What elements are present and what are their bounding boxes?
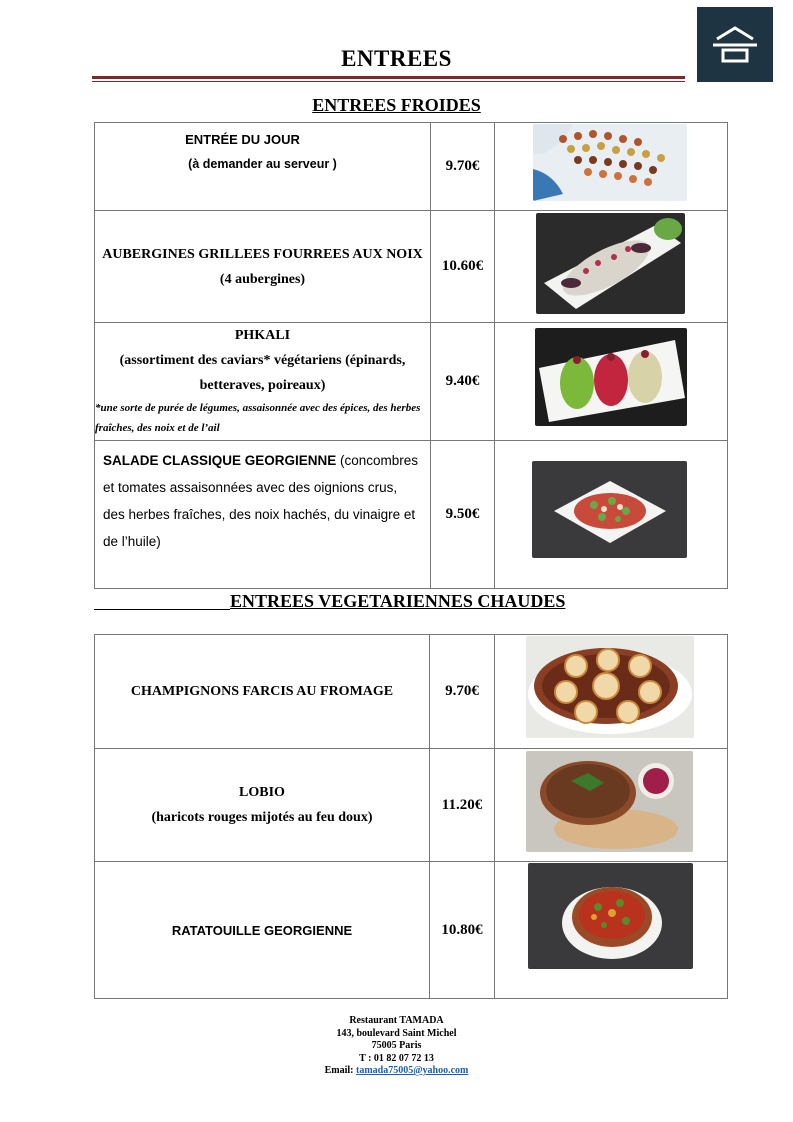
page-title: ENTREES bbox=[341, 46, 452, 71]
ratatouille-photo bbox=[528, 863, 693, 969]
salad-photo bbox=[532, 461, 687, 558]
item-photo-cell bbox=[495, 862, 728, 999]
item-name: AUBERGINES GRILLEES FOURREES AUX NOIX bbox=[102, 246, 423, 262]
menu-item-desc bbox=[95, 323, 431, 441]
menu-item-desc bbox=[95, 441, 431, 589]
menu-item-row bbox=[95, 749, 728, 862]
section-title-froides: ENTREES FROIDES bbox=[312, 95, 481, 115]
menu-item-row bbox=[95, 862, 728, 999]
spices-map-photo bbox=[533, 124, 687, 201]
menu-item-row bbox=[95, 123, 728, 211]
phkali-photo bbox=[535, 328, 687, 426]
item-price: 9.70€ bbox=[431, 123, 495, 211]
section-title-rule bbox=[94, 609, 230, 610]
item-detail: (à demander au serveur ) bbox=[188, 157, 337, 171]
item-photo-cell bbox=[495, 441, 728, 589]
menu-table-froides bbox=[94, 122, 728, 589]
menu-item-desc bbox=[95, 211, 431, 323]
menu-item-desc bbox=[95, 123, 431, 211]
menu-item-row bbox=[95, 323, 728, 441]
menu-item-desc bbox=[95, 862, 430, 999]
item-detail: (concombres et tomates assaisonnées avec des oignions crus, des herbes fraîches, des noix hachés, du vinaigre et de l’huile) bbox=[103, 453, 419, 549]
item-name: RATATOUILLE GEORGIENNE bbox=[171, 922, 353, 938]
item-photo-cell bbox=[495, 323, 728, 441]
item-name: SALADE CLASSIQUE GEORGIENNE bbox=[103, 453, 337, 468]
menu-item-row bbox=[95, 635, 728, 749]
item-photo-cell bbox=[495, 123, 728, 211]
item-price: 9.40€ bbox=[431, 323, 495, 441]
item-detail: (haricots rouges mijotés au feu doux) bbox=[151, 810, 373, 825]
menu-item-row bbox=[95, 441, 728, 589]
item-price: 10.60€ bbox=[431, 211, 495, 323]
item-detail: (4 aubergines) bbox=[219, 271, 306, 287]
item-price: 10.80€ bbox=[430, 862, 495, 999]
title-rule-thin bbox=[92, 81, 685, 82]
item-photo-cell bbox=[495, 211, 728, 323]
item-name: CHAMPIGNONS FARCIS AU FROMAGE bbox=[130, 684, 394, 699]
stuffed-mushrooms-photo bbox=[526, 636, 694, 738]
footer-email-link[interactable]: tamada75005@yahoo.com bbox=[356, 1065, 469, 1076]
item-photo-cell bbox=[495, 635, 728, 749]
menu-item-row bbox=[95, 211, 728, 323]
section-title-chaudes: ENTREES VEGETARIENNES CHAUDES bbox=[230, 591, 566, 611]
menu-table-chaudes bbox=[94, 634, 728, 999]
footer-phone: T : 01 82 07 72 13 bbox=[359, 1052, 434, 1064]
footer bbox=[0, 1015, 793, 1078]
title-rule bbox=[92, 76, 685, 79]
lobio-photo bbox=[526, 751, 693, 852]
footer-restaurant: Restaurant TAMADA bbox=[349, 1015, 444, 1026]
item-name: PHKALI bbox=[234, 328, 291, 343]
item-price: 11.20€ bbox=[430, 749, 495, 862]
menu-item-desc bbox=[95, 635, 430, 749]
item-name: LOBIO bbox=[239, 785, 285, 800]
footer-address: 143, boulevard Saint Michel bbox=[336, 1027, 457, 1039]
item-detail: (assortiment des caviars* végétariens (épinards, betteraves, poireaux) bbox=[119, 353, 406, 393]
item-name: ENTRÉE DU JOUR bbox=[185, 132, 300, 147]
item-note: *une sorte de purée de légumes, assaisonnée avec des épices, des herbes fraîches, des noix et de l’ail bbox=[95, 402, 421, 434]
menu-item-desc bbox=[95, 749, 430, 862]
footer-email-label: Email: bbox=[324, 1065, 357, 1076]
stuffed-eggplant-photo bbox=[536, 213, 685, 314]
footer-email-line bbox=[0, 1065, 793, 1078]
item-price: 9.70€ bbox=[430, 635, 495, 749]
item-photo-cell bbox=[495, 749, 728, 862]
item-price: 9.50€ bbox=[431, 441, 495, 589]
footer-city: 75005 Paris bbox=[371, 1040, 422, 1051]
